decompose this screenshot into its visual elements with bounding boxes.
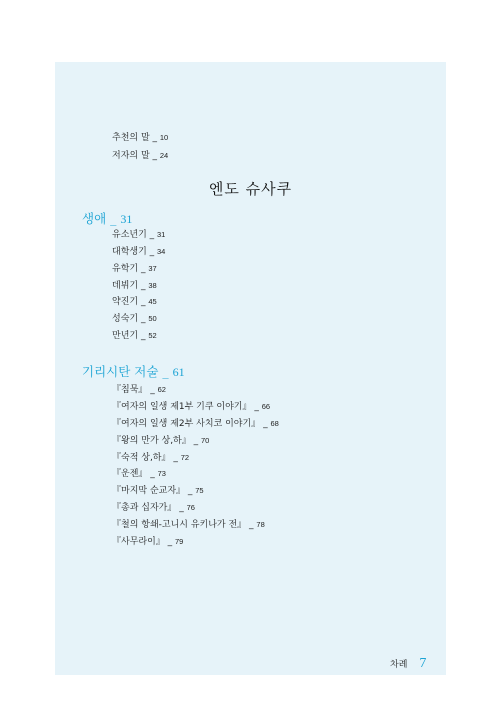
entry-separator: _	[138, 297, 149, 307]
entry-page: 45	[148, 297, 157, 306]
entry-page: 78	[256, 520, 265, 529]
toc-entry	[112, 519, 265, 531]
entry-separator: _	[147, 385, 158, 395]
entry-page: 70	[200, 436, 210, 445]
entry-title: 『철의 항쇄-고니시 유키나가 전』	[112, 520, 247, 530]
section-title: 기리시탄 저술	[82, 364, 159, 379]
entry-title: 성숙기	[112, 314, 139, 324]
entry-title: 『왕의 만가 상,하』	[112, 436, 191, 446]
entry-title: 대학생기	[112, 247, 147, 257]
entry-separator: _	[146, 230, 158, 240]
toc-entry	[112, 150, 168, 162]
toc-entry	[112, 313, 157, 325]
section-heading	[82, 209, 132, 227]
entry-page: 10	[159, 133, 169, 142]
entry-title: 유소년기	[112, 230, 147, 240]
entry-separator: _	[170, 453, 181, 463]
toc-entry	[112, 536, 183, 548]
entry-title: 『여자의 일생 제2부 사치코 이야기』	[112, 419, 261, 429]
entry-separator: _	[138, 264, 149, 274]
entry-separator: _	[176, 503, 187, 513]
toc-entry	[112, 468, 166, 480]
entry-title: 『침묵』	[112, 385, 148, 395]
entry-separator: _	[138, 314, 149, 324]
entry-title: 데뷔기	[112, 281, 139, 291]
entry-title: 유학기	[112, 264, 139, 274]
entry-page: 34	[157, 247, 166, 256]
entry-page: 68	[270, 419, 279, 428]
toc-entry	[112, 401, 270, 413]
entry-separator: _	[138, 281, 149, 291]
toc-entry	[112, 296, 157, 308]
entry-page: 52	[148, 331, 157, 340]
section-page: 61	[172, 365, 185, 379]
entry-separator: _	[251, 402, 262, 412]
toc-entry	[112, 330, 157, 342]
page-number: 7	[419, 656, 427, 671]
toc-entry	[112, 452, 189, 464]
entry-page: 37	[148, 264, 157, 273]
entry-title: 저자의 말	[112, 151, 150, 161]
entry-page: 50	[148, 314, 157, 323]
entry-separator: _	[190, 436, 201, 446]
entry-separator: _	[147, 469, 158, 479]
toc-entry	[112, 435, 209, 447]
entry-title: 『마지막 순교자』	[112, 486, 186, 496]
entry-separator: _	[138, 331, 149, 341]
entry-page: 31	[157, 230, 166, 239]
section-heading	[82, 362, 185, 380]
entry-page: 62	[157, 385, 166, 394]
toc-entry	[112, 263, 157, 275]
entry-page: 72	[180, 453, 190, 462]
author-name: 엔도 슈사쿠	[208, 180, 293, 198]
entry-page: 76	[186, 503, 195, 512]
book-page	[55, 62, 446, 675]
section-separator: _	[106, 211, 121, 226]
entry-page: 79	[175, 537, 184, 546]
entry-page: 38	[148, 281, 157, 290]
toc-entry	[112, 246, 165, 258]
toc-entry	[112, 384, 166, 396]
entry-separator: _	[260, 419, 271, 429]
toc-entry	[112, 280, 157, 292]
section-separator: _	[158, 364, 173, 379]
entry-page: 73	[157, 469, 166, 478]
entry-title: 추천의 말	[112, 133, 150, 143]
entry-separator: _	[246, 520, 257, 530]
page-footer	[390, 652, 426, 672]
entry-title: 『운젠』	[112, 469, 148, 479]
entry-separator: _	[149, 133, 160, 143]
toc-entry	[112, 485, 204, 497]
entry-title: 만년기	[112, 331, 139, 341]
entry-separator: _	[146, 247, 158, 257]
toc-entry	[112, 502, 195, 514]
toc-entry	[112, 229, 165, 241]
entry-separator: _	[164, 537, 176, 547]
toc-entry	[112, 132, 168, 144]
entry-page: 24	[159, 151, 169, 160]
entry-title: 약진기	[112, 297, 139, 307]
section-title: 생애	[82, 211, 107, 226]
footer-label: 차례	[390, 660, 408, 670]
entry-title: 『총과 십자가』	[112, 503, 177, 513]
section-page: 31	[120, 212, 133, 226]
entry-title: 『여자의 일생 제1부 기쿠 이야기』	[112, 402, 252, 412]
toc-entry	[112, 418, 279, 430]
entry-separator: _	[185, 486, 196, 496]
entry-title: 『숙적 상,하』	[112, 453, 171, 463]
entry-title: 『사무라이』	[112, 537, 165, 547]
entry-page: 66	[261, 402, 271, 411]
entry-separator: _	[149, 151, 160, 161]
entry-page: 75	[195, 486, 204, 495]
